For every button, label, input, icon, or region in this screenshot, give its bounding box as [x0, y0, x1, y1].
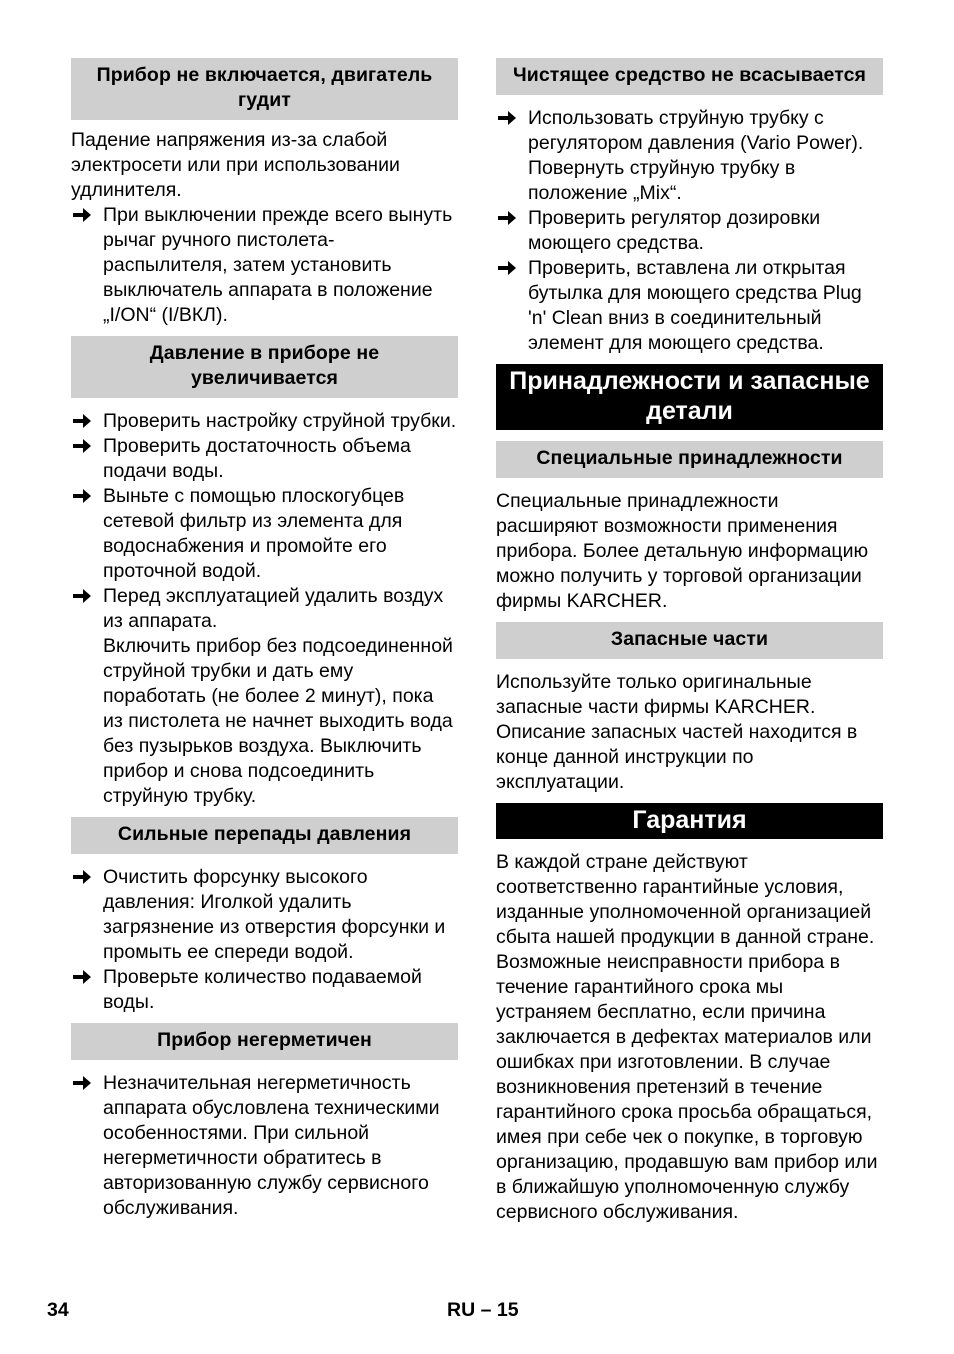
heading-device-leaking: Прибор негерметичен [71, 1023, 458, 1060]
arrow-right-icon [73, 588, 91, 604]
list-item-text: Проверить регулятор дозировки моющего средства. [528, 207, 821, 254]
heading-detergent-not-sucked: Чистящее средство не всасывается [496, 58, 883, 95]
list-item-text: Использовать струйную трубку с регулятором давления (Vario Power). Повернуть струйную трубку в положение „Mix“. [528, 107, 864, 204]
arrow-right-icon [498, 260, 516, 276]
list-item [71, 865, 458, 965]
list-pressure [71, 409, 458, 809]
heading-special-accessories: Специальные принадлежности [496, 441, 883, 478]
list-item [496, 106, 883, 206]
list-leaking [71, 1071, 458, 1221]
arrow-right-icon [498, 110, 516, 126]
list-item [496, 206, 883, 256]
list-item [71, 584, 458, 809]
arrow-right-icon [73, 413, 91, 429]
arrow-right-icon [73, 1075, 91, 1091]
para-warranty: В каждой стране действуют соответственно гарантийные условия, изданные уполномоченной организацией сбыта нашей продукции в данной стране. Возможные неисправности прибора в течение гарантийного срока мы устраняем бесплатно, если причина заключается в дефектах материалов или ошибках при изготовлении. В случае возникновения претензий в течение гарантийного срока просьба обращаться, имея при себе чек о покупке, в торговую организацию, продавшую вам прибор или в ближайшую уполномоченную службу сервисного обслуживания. [496, 851, 878, 1223]
list-item-text: Проверить настройку струйной трубки. [103, 410, 457, 432]
list-item [496, 256, 883, 356]
para-special-accessories: Специальные принадлежности расширяют возможности применения прибора. Более детальную информацию можно получить у торговой организации фирмы KARCHER. [496, 490, 869, 612]
arrow-right-icon [73, 207, 91, 223]
arrow-right-icon [73, 969, 91, 985]
list-fluctuations [71, 865, 458, 1015]
list-item [71, 409, 458, 434]
list-item-text: Незначительная негерметичность аппарата обусловлена техническими особенностями. При сильной негерметичности обратитесь в авторизованную службу сервисного обслуживания. [103, 1072, 440, 1219]
list-item-text: Очистить форсунку высокого давления: Иголкой удалить загрязнение из отверстия форсунки и промыть ее спереди водой. [103, 866, 446, 963]
heading-spare-parts: Запасные части [496, 622, 883, 659]
list-detergent [496, 106, 883, 356]
arrow-right-icon [73, 438, 91, 454]
left-column [71, 58, 458, 1221]
list-item-text: Проверьте количество подаваемой воды. [103, 966, 422, 1013]
list-item-text: Включить прибор без подсоединенной струйной трубки и дать ему поработать (не более 2 минут), пока из пистолета не начнет выходить вода без пузырьков воздуха. Выключить прибор и снова подсоединить струйную трубку. [103, 635, 453, 807]
arrow-right-icon [73, 488, 91, 504]
list-item-text: Выньте с помощью плоскогубцев сетевой фильтр из элемента для водоснабжения и промойте его проточной водой. [103, 485, 405, 582]
list-not-starting [71, 203, 458, 328]
page-number: 34 [47, 1299, 69, 1321]
language-page-label: RU – 15 [447, 1299, 519, 1321]
heading-pressure-not-increasing: Давление в приборе не увеличивается [71, 336, 458, 398]
list-item-text: Проверить, вставлена ли открытая бутылка для моющего средства Plug 'n' Clean вниз в соединительный элемент для моющего средства. [528, 257, 862, 354]
para-voltage-drop: Падение напряжения из-за слабой электросети или при использовании удлинителя. [71, 129, 400, 201]
list-item-text: При выключении прежде всего вынуть рычаг ручного пистолета-распылителя, затем установить выключатель аппарата в положение „I/ON“ (I/ВКЛ). [103, 204, 453, 326]
list-item [71, 484, 458, 584]
para-spare-parts: Используйте только оригинальные запасные части фирмы KARCHER. Описание запасных частей находится в конце данной инструкции по эксплуатации. [496, 671, 858, 793]
heading-not-starting: Прибор не включается, двигатель гудит [71, 58, 458, 120]
list-item [71, 203, 458, 328]
list-item [71, 434, 458, 484]
list-item [71, 1071, 458, 1221]
heading-warranty: Гарантия [496, 803, 883, 839]
heading-pressure-fluctuations: Сильные перепады давления [71, 817, 458, 854]
right-column [496, 58, 883, 1225]
heading-accessories-spare-parts: Принадлежности и запасные детали [496, 364, 883, 430]
arrow-right-icon [498, 210, 516, 226]
list-item-text: Перед эксплуатацией удалить воздух из аппарата. [103, 585, 444, 632]
arrow-right-icon [73, 869, 91, 885]
list-item-text: Проверить достаточность объема подачи воды. [103, 435, 411, 482]
list-item [71, 965, 458, 1015]
